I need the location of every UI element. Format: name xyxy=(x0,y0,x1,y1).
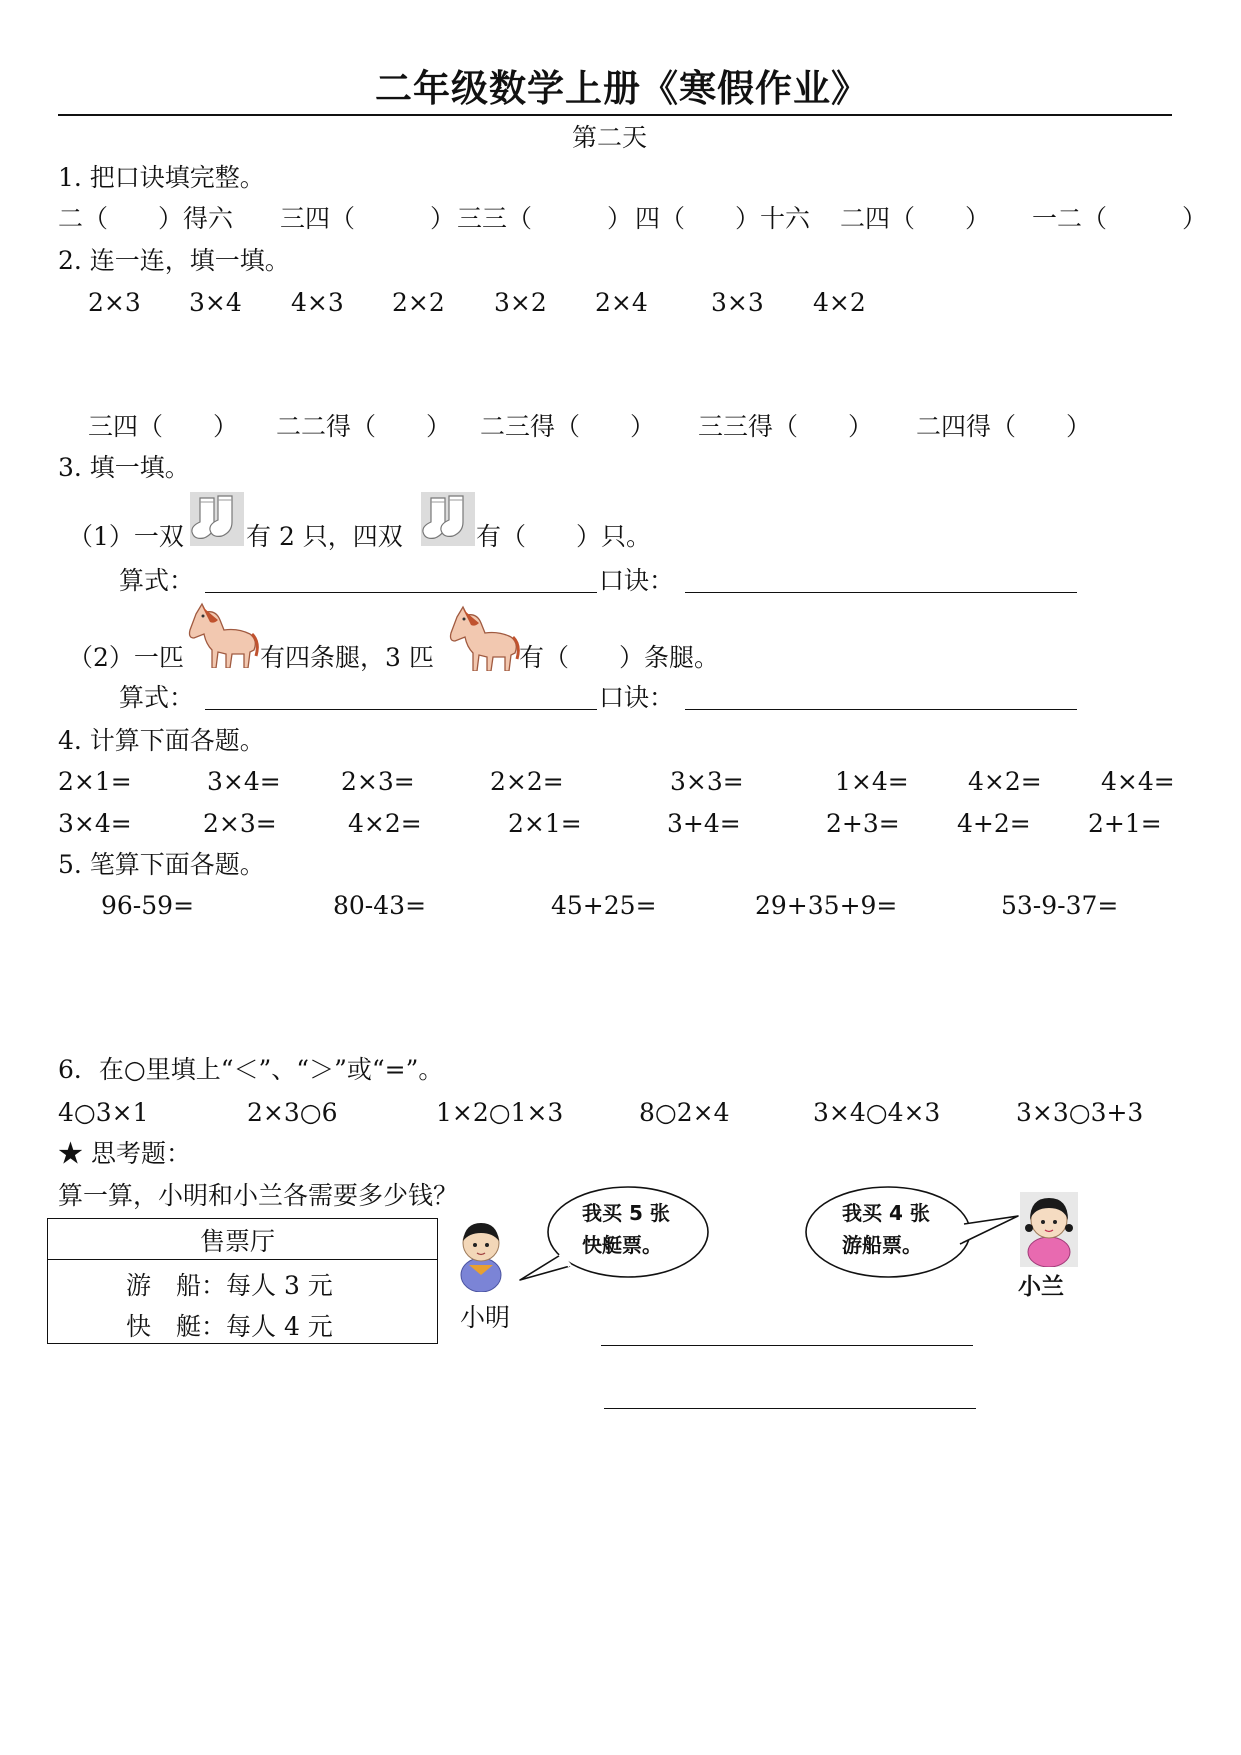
q2-expression: 2×4 xyxy=(595,288,648,317)
boy-avatar xyxy=(455,1217,507,1292)
q2-rhyme: 二四得（ ） xyxy=(916,412,1092,441)
ticket-table-row: 快 艇：每人 4 元 xyxy=(126,1312,333,1341)
q1-item: 四（ ）十六 xyxy=(635,204,811,233)
title-rule xyxy=(58,114,1172,116)
girl-bubble-line2: 游船票。 xyxy=(842,1233,922,1257)
q4-problem: 3×3= xyxy=(670,767,744,796)
q3-rhyme-label: 口诀： xyxy=(599,683,675,712)
q4-problem: 2+3= xyxy=(826,809,900,838)
q2-expression: 2×2 xyxy=(392,288,445,317)
q2-expression: 3×3 xyxy=(711,288,764,317)
q1-item: 二四（ ） xyxy=(840,204,991,233)
q6-item: 2×3○6 xyxy=(247,1098,338,1127)
q1-item: 二（ ）得六 xyxy=(58,204,234,233)
q3-part2-c: 有（ ）条腿。 xyxy=(519,643,720,672)
q1-heading: 1. 把口诀填完整。 xyxy=(58,163,265,192)
boy-bubble-line2: 快艇票。 xyxy=(582,1233,662,1257)
ticket-table xyxy=(47,1218,438,1344)
q2-expression: 4×3 xyxy=(291,288,344,317)
q4-heading: 4. 计算下面各题。 xyxy=(58,726,265,755)
q6-heading: 6．在○里填上“＜”、“＞”或“=”。 xyxy=(58,1055,444,1084)
q2-rhyme: 二二得（ ） xyxy=(276,412,452,441)
ticket-table-row: 游 船：每人 3 元 xyxy=(126,1271,333,1300)
answer-blank[interactable] xyxy=(601,1345,973,1346)
q4-problem: 3+4= xyxy=(667,809,741,838)
horse-icon xyxy=(188,600,260,668)
q6-item: 1×2○1×3 xyxy=(436,1098,564,1127)
answer-blank[interactable] xyxy=(604,1408,976,1409)
q5-heading: 5. 笔算下面各题。 xyxy=(58,850,265,879)
q1-item: 三三（ ） xyxy=(457,204,633,233)
q5-problem: 96-59= xyxy=(101,891,195,920)
q3-part1-b: 有 2 只，四双 xyxy=(246,522,403,551)
page-subtitle: 第二天 xyxy=(572,123,648,152)
q4-problem: 2×3= xyxy=(341,767,415,796)
think-heading: ★ 思考题： xyxy=(58,1139,191,1168)
q3-formula-blank[interactable] xyxy=(205,709,597,710)
q1-item: 三四（ ） xyxy=(280,204,456,233)
horse-icon xyxy=(449,603,521,671)
q4-problem: 2×1= xyxy=(508,809,582,838)
q4-problem: 2×3= xyxy=(203,809,277,838)
q3-part1-c: 有（ ）只。 xyxy=(476,522,652,551)
girl-bubble-line1: 我买 4 张 xyxy=(842,1201,930,1225)
q3-rhyme-label: 口诀： xyxy=(599,566,675,595)
q5-problem: 29+35+9= xyxy=(755,891,898,920)
q4-problem: 3×4= xyxy=(207,767,281,796)
q2-rhyme: 三三得（ ） xyxy=(698,412,874,441)
q4-problem: 4×2= xyxy=(348,809,422,838)
q3-part2-b: 有四条腿，3 匹 xyxy=(260,643,434,672)
q1-item: 一二（ ） xyxy=(1032,204,1208,233)
q3-part1-a: （1）一双 xyxy=(68,522,184,551)
q3-heading: 3. 填一填。 xyxy=(58,453,190,482)
q4-problem: 4+2= xyxy=(957,809,1031,838)
think-question: 算一算，小明和小兰各需要多少钱？ xyxy=(58,1181,459,1210)
q3-rhyme-blank[interactable] xyxy=(685,592,1077,593)
girl-avatar xyxy=(1020,1192,1078,1267)
q2-expression: 4×2 xyxy=(813,288,866,317)
q4-problem: 1×4= xyxy=(835,767,909,796)
q6-item: 3×4○4×3 xyxy=(813,1098,941,1127)
q5-problem: 80-43= xyxy=(333,891,427,920)
q4-problem: 3×4= xyxy=(58,809,132,838)
q2-rhyme: 三四（ ） xyxy=(88,412,239,441)
socks-icon xyxy=(190,492,244,546)
ticket-table-title: 售票厅 xyxy=(200,1227,276,1256)
q2-expression: 2×3 xyxy=(88,288,141,317)
q6-item: 4○3×1 xyxy=(58,1098,149,1127)
q4-problem: 2+1= xyxy=(1088,809,1162,838)
q2-heading: 2. 连一连，填一填。 xyxy=(58,246,290,275)
q4-problem: 4×2= xyxy=(968,767,1042,796)
boy-name: 小明 xyxy=(460,1303,511,1332)
page-title: 二年级数学上册《寒假作业》 xyxy=(375,66,869,110)
q3-formula-label: 算式： xyxy=(119,566,195,595)
q4-problem: 2×2= xyxy=(490,767,564,796)
ticket-table-divider xyxy=(48,1259,437,1260)
q3-formula-label: 算式： xyxy=(119,683,195,712)
socks-icon xyxy=(421,492,475,546)
q3-formula-blank[interactable] xyxy=(205,592,597,593)
q2-expression: 3×4 xyxy=(189,288,242,317)
boy-bubble-line1: 我买 5 张 xyxy=(582,1201,670,1225)
q4-problem: 2×1= xyxy=(58,767,132,796)
q3-rhyme-blank[interactable] xyxy=(685,709,1077,710)
q2-expression: 3×2 xyxy=(494,288,547,317)
q3-part2-a: （2）一匹 xyxy=(68,643,184,672)
girl-name: 小兰 xyxy=(1018,1274,1064,1300)
q5-problem: 45+25= xyxy=(551,891,657,920)
q6-item: 3×3○3+3 xyxy=(1016,1098,1144,1127)
q6-item: 8○2×4 xyxy=(639,1098,730,1127)
q4-problem: 4×4= xyxy=(1101,767,1175,796)
q2-rhyme: 二三得（ ） xyxy=(480,412,656,441)
q5-problem: 53-9-37= xyxy=(1001,891,1119,920)
